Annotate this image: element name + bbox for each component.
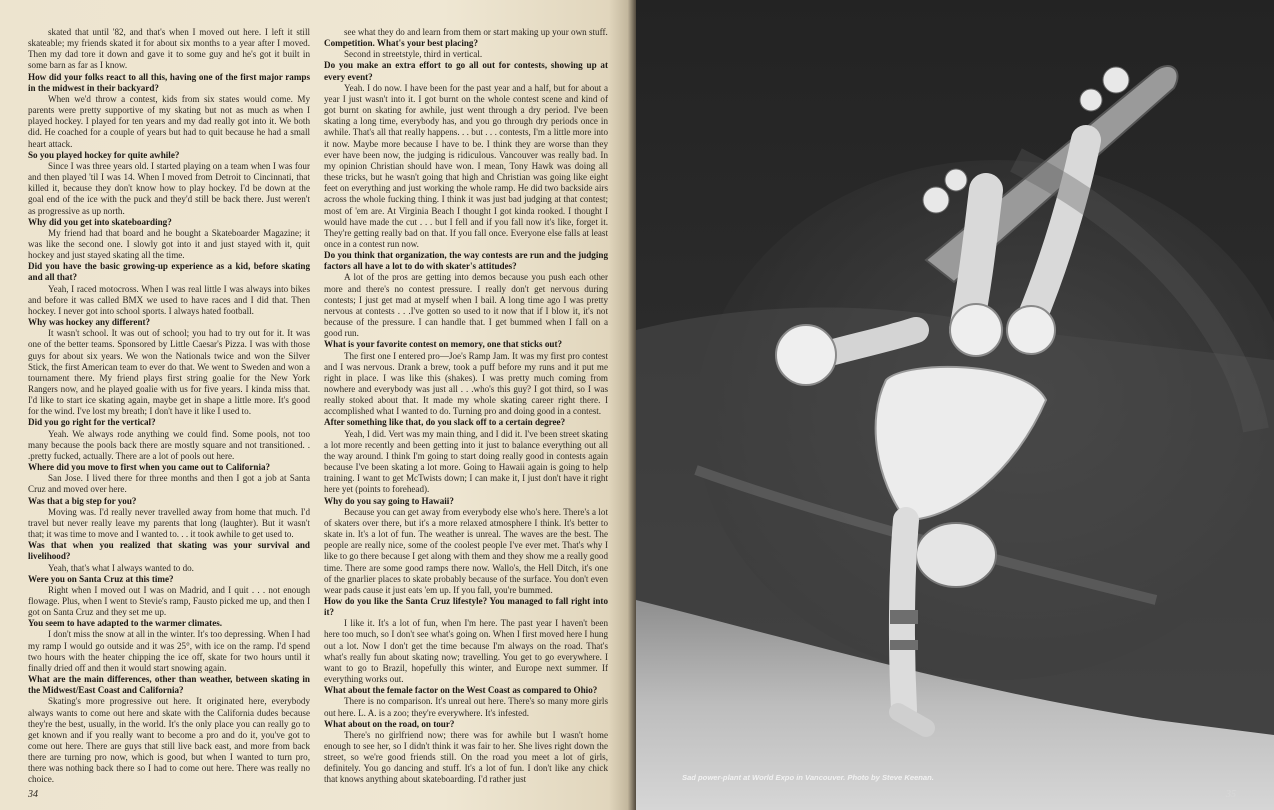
interview-answer: Since I was three years old. I started playing on a team when I was four and then played 'til I was 14. When I moved from Detroit to Cincinnati, that killed it, because they don't know how to play hockey. I'd be down at the goal end of the ice with the puck and they'd still be back there. Just weren't as progressive as up north. [28, 160, 310, 216]
interview-answer: The first one I entered pro—Joe's Ramp Jam. It was my first pro contest and I was nervous. Drank a brew, took a puff before my runs and it put me right in place. I was like this (shakes). I was pretty much coming from nowhere and everybody was just all . . .who's this guy? I got third, so I was really stoked about that. It made my whole skating career right there. I accomplished what I wanted to do. Turning pro and doing good in a contest. [324, 350, 608, 417]
right-page [636, 0, 1274, 810]
interview-question: You seem to have adapted to the warmer climates. [28, 618, 223, 629]
interview-question: What is your favorite contest on memory, one that sticks out? [324, 339, 563, 350]
interview-question: Was that when you realized that skating was your survival and livelihood? [28, 540, 310, 562]
interview-answer: There's no girlfriend now; there was for awhile but I wasn't home enough to see her, so I didn't think it was fair to her. She lives right down the street, so we're good friends still. On the road you meet a lot of girls, definitely. You go dancing and stuff. It's a lot of fun. I don't like any chick that knows anything about skateboarding. I'd rather just [324, 729, 608, 785]
interview-question: After something like that, do you slack off to a certain degree? [324, 417, 566, 428]
interview-answer: Yeah. We always rode anything we could find. Some pools, not too many because the pools back there are mostly square and not transitioned. . .pretty fucked, actually. There are a lot of pools out here. [28, 428, 310, 461]
interview-question: Were you on Santa Cruz at this time? [28, 573, 174, 584]
interview-question: Why did you get into skateboarding? [28, 216, 172, 227]
interview-answer: I like it. It's a lot of fun, when I'm here. The past year I haven't been here too much, so I don't see what's going on. When I first moved here I hung out a lot. Now I don't get the time because I'm always on the road. That's what's really fun about skating now; travelling. You get to go everywhere. I want to go to Brazil, hopefully this winter, and Europe next summer. If everything works out. [324, 618, 608, 685]
interview-answer: Moving was. I'd really never travelled away from home that much. I'd travel but never really leave my parents that long (laughter). But it wasn't that; it was time to move and I wanted to. . . it took awhile to get used to. [28, 506, 310, 540]
interview-question: So you played hockey for quite awhile? [28, 149, 180, 160]
interview-answer: Second in streetstyle, third in vertical. [344, 49, 483, 60]
interview-question: Why do you say going to Hawaii? [324, 495, 454, 506]
interview-answer: Right when I moved out I was on Madrid, and I quit . . . not enough flowage. Plus, when I went to Stevie's ramp, Fausto picked me up, and then I got on Santa Cruz and they set me up. [28, 584, 310, 618]
interview-answer: I don't miss the snow at all in the winter. It's too depressing. When I had my ramp I would go outside and it was 25°, with ice on the ramp. I'd spend two hours with the heater chipping the ice off, skate for two hours until it finally dried off and then it would start snowing again. [28, 629, 310, 673]
interview-question: Did you have the basic growing-up experience as a kid, before skating and all that? [28, 261, 310, 283]
interview-question [28, 786, 310, 787]
interview-question: What about the female factor on the West Coast as compared to Ohio? [324, 685, 598, 696]
interview-question: How do you like the Santa Cruz lifestyle? You managed to fall right into it? [324, 595, 608, 618]
interview-answer: When we'd throw a contest, kids from six states would come. My parents were pretty supportive of my skating but not as much as when I played hockey. I played for ten years and my dad really got into it. We both did. He coached for a couple of years but had to quit because he had a small heart attack. [28, 93, 310, 149]
interview-question: Competition. What's your best placing? [324, 38, 479, 49]
interview-answer: Yeah, I raced motocross. When I was real little I was always into bikes and before it was called BMX we used to have races and I did that. Then hockey. I never got into school sports. I always hated football. [28, 283, 310, 316]
interview-answer: It wasn't school. It was out of school; you had to try out for it. It was one of the better teams. Sponsored by Little Caesar's Pizza. I was with those guys for about six years. We won the Nationals twice and won the Silver Stick, the first American team to ever do that. We went to Sweden and won a tournament there. My friend plays first string goalie for the New York Rangers now, and he played goalie with us for five years. I kinda miss that. I'd like to start ice skating again, maybe get in shape a little more. It's good for the wind. I've lost my breath; I don't have it like I used to. [28, 328, 310, 417]
interview-answer: skated that until '82, and that's when I moved out here. I left it still skateable; my friends skated it for about six months to a year after I moved. Then my dad tore it down and gave it to some guy and he's got it built in some barn as far as I know. [28, 27, 310, 71]
interview-question: What are the main differences, other than weather, between skating in the Midwest/East Coast and California? [28, 674, 310, 696]
left-page [0, 0, 634, 810]
page-number-left: 34 [28, 789, 38, 800]
text-column-1 [28, 27, 310, 787]
interview-question: What about on the road, on tour? [324, 718, 455, 729]
interview-question: How did your folks react to all this, having one of the first major ramps in the midwest in their backyard? [28, 71, 310, 93]
interview-question: Do you make an extra effort to go all out for contests, showing up at every event? [324, 60, 608, 82]
interview-answer: My friend had that board and he bought a Skateboarder Magazine; it was like the second one. I slowly got into it and just stayed with it, quit hockey and just stayed skating all the time. [28, 227, 310, 261]
interview-answer: Yeah, I did. Vert was my main thing, and I did it. I've been street skating a lot more recently and been getting into it just to balance everything out all the way around. I think I'm going to start doing really good in contests again because I've been skating a lot more. Going to Hawaii again is going to help training. I want to get McTwists down; I can make it, I just don't have it right here yet (points to forehead). [324, 428, 608, 495]
interview-answer: Skating's more progressive out here. It originated here, everybody always wants to come out here and skate with the California dudes because they're the best, usually, in the world. It's the only place you can really go to get known and if you really want to become a pro and do it, you've got to come out here. There are guys that still live back east, and more from back there are turning pro now, which is good, but when I wanted to turn pro, there was nothing back there so I had to come out here. There was really no choice. [28, 696, 310, 785]
skateboard-photo [636, 0, 1274, 810]
interview-question: Do you think that organization, the way contests are run and the judging factors all have a lot to do with skater's attitudes? [324, 250, 608, 272]
text-column-2 [324, 27, 608, 787]
interview-question: Where did you move to first when you came out to California? [28, 462, 271, 473]
interview-question: Did you go right for the vertical? [28, 417, 156, 428]
interview-answer: There is no comparison. It's unreal out here. There's so many more girls out here. L. A. is a zoo; they're everywhere. It's infested. [324, 696, 608, 718]
interview-answer: A lot of the pros are getting into demos because you push each other more and there's no contest pressure. I really don't get nervous during contests; I just get mad at myself when I bail. A long time ago I was pretty nervous at contests . . .I've gotten so used to it now that if I blow it, it's not because of the pressure. I can handle that. I get bummed when I fall on a good run. [324, 272, 608, 339]
interview-question: Why was hockey any different? [28, 317, 151, 328]
interview-answer: San Jose. I lived there for three months and then I got a job at Santa Cruz and moved over here. [28, 473, 310, 495]
interview-answer: Yeah. I do now. I have been for the past year and a half, but for about a year I just wasn't into it. I got burnt on the whole contest scene and kind of got burnt on skating for awhile, just went through a dry period. I've been skating a long time, everybody has, and you go through dry periods once in awhile. That's all that really happens. . . but . . . contests, I'm a little more into it now. Maybe more because I have to be. I think they are worse than they ever have been now, the judging is ridiculous. Vancouver was really bad. In my opinion Christian should have won. I mean, Tony Hawk was doing all these tricks, but he wasn't going that high and Christian was going like eight feet on everything and just working the whole ramp. He did two backside airs across the whole fucking thing. I think it was just bad judging at that contest; most of 'em are. At Virginia Beach I thought I got kinda rooked. I thought I would have made the cut . . . but I fell and if you fall now it's like, forget it. They're getting really bad on that. If you fall once. Everyone else falls at least once in a contest run now. [324, 82, 608, 249]
page-number-right: 35 [1226, 789, 1236, 800]
interview-answer: Yeah, that's what I always wanted to do. [48, 562, 194, 573]
interview-answer: see what they do and learn from them or start making up your own stuff. [344, 27, 608, 37]
photo-caption: Sad power-plant at World Expo in Vancouver. Photo by Steve Keenan. [682, 773, 934, 782]
interview-answer: Because you can get away from everybody else who's here. There's a lot of skaters over there, but it's a more relaxed atmosphere I think. It's better to skate in. It's a lot of fun. The weather is unreal. The waves are the best. The people are really nice, some of the coolest people I've ever met. That's why I like to go there because I get along with them and they show me a really good time. There are some good ramps there now. Wallo's, the Hell Ditch, it's one of the gnarlier places to skate probably because of the surface. You don't even wear pads cause it just eats 'em up. If you fall, you're bummed. [324, 506, 608, 595]
interview-question: Was that a big step for you? [28, 495, 137, 506]
